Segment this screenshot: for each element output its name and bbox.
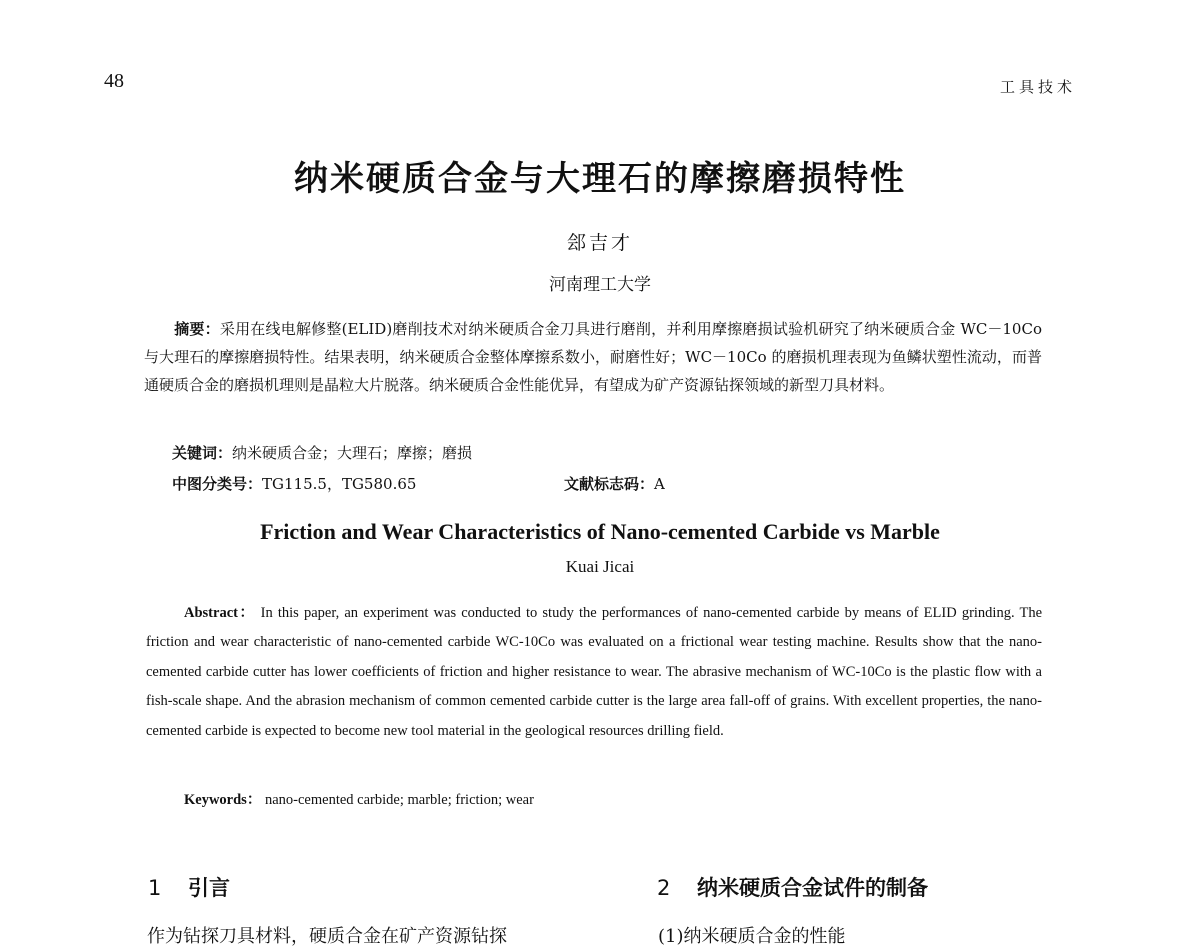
page-number: 48 [104,70,124,92]
document-code [564,473,665,494]
article-title-cn: 纳米硬质合金与大理石的摩擦磨损特性 [294,159,906,199]
abstract-cn-label: 摘要： [174,320,220,338]
abstract-en-text: In this paper, an experiment was conducted to study the performances of nano-cemented carbide by means of ELID grinding. The friction and wear characteristic of nano-cemented carbide WC-10Co was evaluated on a frictional wear testing machine. Results show that the nano-cemented carbide cutter has lower coefficients of friction and higher resistance to wear. The abrasive mechanism of WC-10Co is the plastic flow with a fish-scale shape. And the abrasion mechanism of common cemented carbide cutter is the large area fall-off of grains. With excellent properties, the nano-cemented carbide is expected to become new tool material in the geological resources drilling field. [146,605,1042,739]
journal-name: 工具技术 [1000,78,1077,96]
keywords-cn-label: 关键词： [172,444,233,462]
keywords-en [184,788,534,809]
section-number: 2 [657,876,671,900]
clc-number [172,473,416,494]
section-heading-introduction [148,872,230,902]
document-code-value: A [654,475,665,493]
article-title-en: Friction and Wear Characteristics of Nano-cemented Carbide vs Marble [260,519,940,544]
abstract-en-label: Abstract： [184,605,256,621]
author-cn: 郐吉才 [566,232,633,254]
section-2-body-text: (1)纳米硬质合金的性能 [658,926,846,947]
affiliation-cn: 河南理工大学 [549,275,651,295]
document-code-label: 文献标志码： [564,475,655,493]
keywords-cn [172,442,472,463]
clc-label: 中图分类号： [172,475,263,493]
abstract-en [146,599,1042,746]
author-en: Kuai Jicai [565,557,635,576]
keywords-cn-text: 纳米硬质合金；大理石；摩擦；磨损 [232,444,473,462]
section-title: 引言 [188,876,230,900]
section-heading-preparation [657,872,928,902]
keywords-en-text: nano-cemented carbide; marble; friction; wear [264,792,534,808]
abstract-cn-text: 采用在线电解修整(ELID)磨削技术对纳米硬质合金刀具进行磨削，并利用摩擦磨损试验机研究了纳米硬质合金 WC－10Co 与大理石的摩擦磨损特性。结果表明，纳米硬质合金整体摩擦系数小，耐磨性好；WC－10Co 的磨损机理表现为鱼鳞状塑性流动，而普通硬质合金的磨损机理则是晶粒大片脱落。纳米硬质合金性能优异，有望成为矿产资源钻探领域的新型刀具材料。 [144,320,1042,394]
section-number: 1 [148,876,162,900]
abstract-cn [144,315,1042,399]
section-1-body-text: 作为钻探刀具材料，硬质合金在矿产资源钻探 [147,926,507,947]
section-title: 纳米硬质合金试件的制备 [697,876,928,900]
keywords-en-label: Keywords： [184,792,262,808]
clc-value: TG115.5，TG580.65 [262,475,417,493]
